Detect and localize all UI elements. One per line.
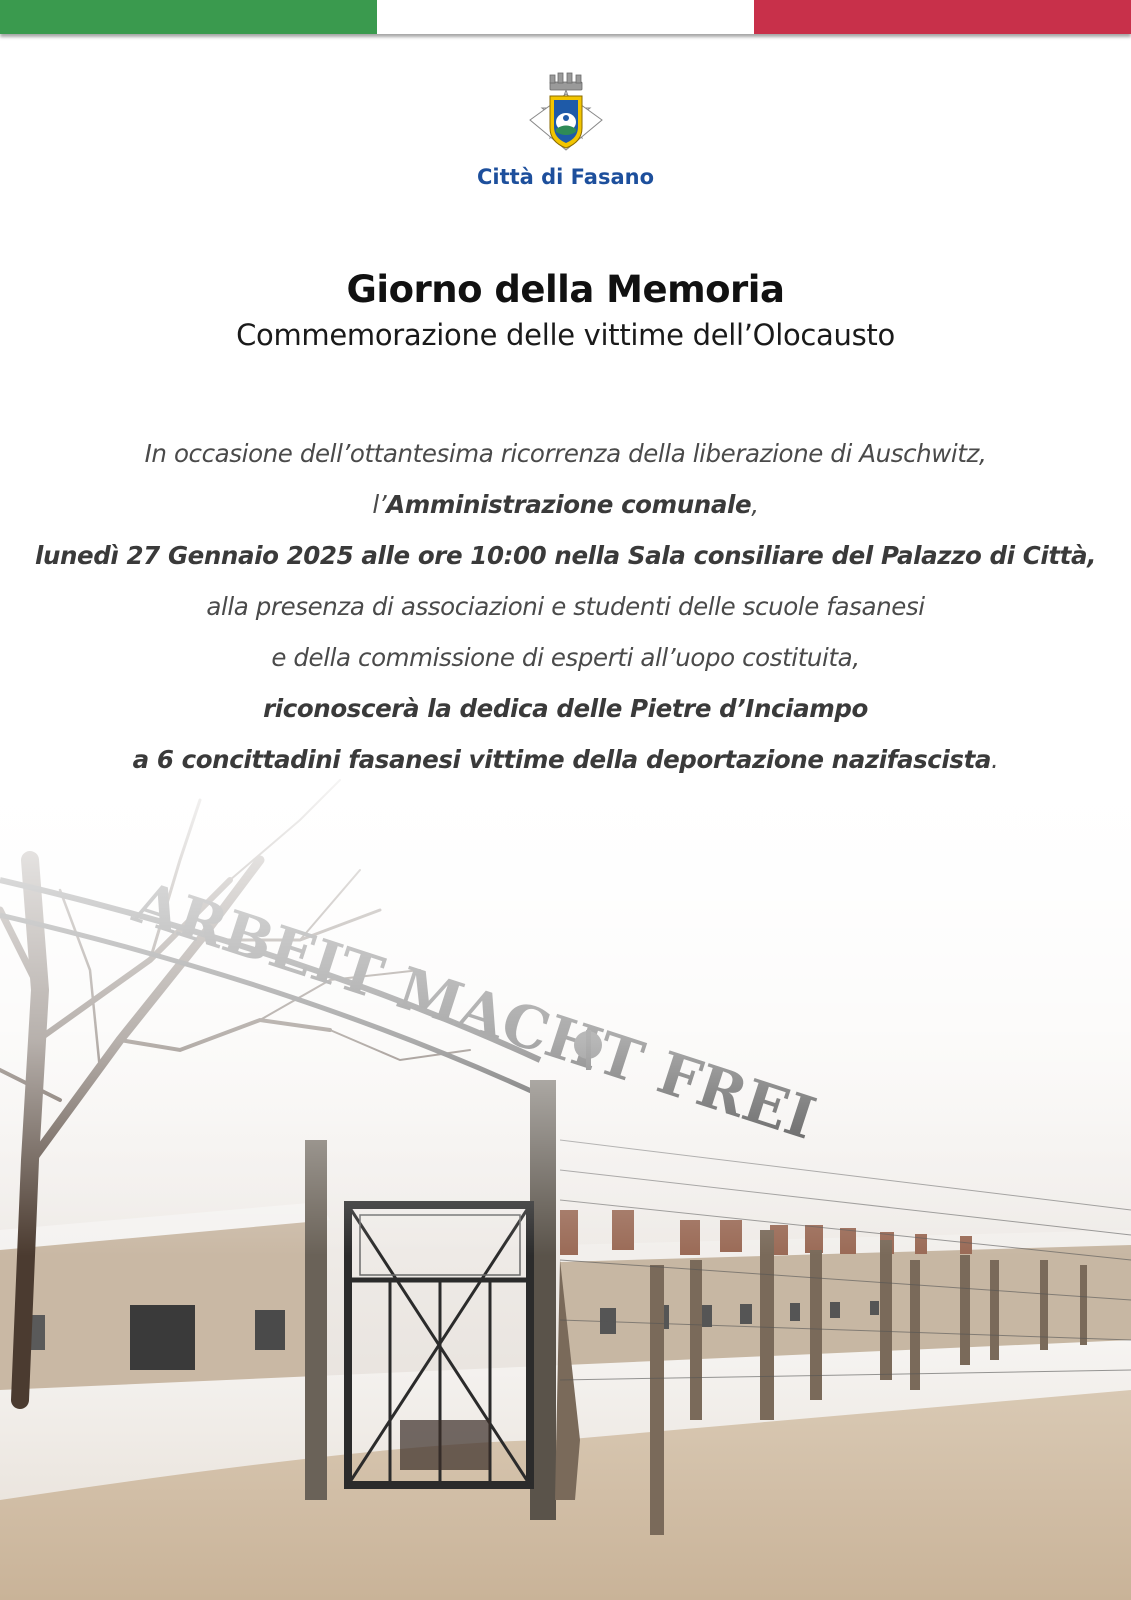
stumbling-stones-dedication: riconoscerà la dedica delle Pietre d’Inciampo xyxy=(263,694,868,723)
body-line-2 xyxy=(0,479,1131,530)
page-subtitle: Commemorazione delle vittime dell’Olocausto xyxy=(236,318,895,352)
body-line-5: e della commissione di esperti all’uopo costituita, xyxy=(271,643,860,672)
victims-dedication: a 6 concittadini fasanesi vittime della deportazione nazifascista xyxy=(132,745,992,774)
auschwitz-gate-photo xyxy=(0,740,1131,1600)
body-line-2-suffix: , xyxy=(751,490,759,519)
body-line-2-prefix: l’ xyxy=(372,490,387,519)
administration-label: Amministrazione comunale xyxy=(386,490,752,519)
page-title: Giorno della Memoria xyxy=(346,268,785,311)
body-line-1: In occasione dell’ottantesima ricorrenza della liberazione di Auschwitz, xyxy=(144,439,987,468)
body-line-3 xyxy=(0,530,1131,581)
city-name: Città di Fasano xyxy=(476,165,655,189)
body-line-4: alla presenza di associazioni e studenti delle scuole fasanesi xyxy=(206,592,925,621)
announcement-text xyxy=(0,428,1131,785)
body-line-7-suffix: . xyxy=(991,745,999,774)
flag-green-stripe xyxy=(0,0,377,34)
flag-white-stripe xyxy=(377,0,754,34)
city-coat-of-arms-icon xyxy=(512,72,620,162)
flag-red-stripe xyxy=(754,0,1131,34)
body-line-6 xyxy=(0,683,1131,734)
italian-flag-bar xyxy=(0,0,1131,34)
event-datetime-location: lunedì 27 Gennaio 2025 alle ore 10:00 nella Sala consiliare del Palazzo di Città, xyxy=(34,541,1097,570)
body-line-7 xyxy=(0,734,1131,785)
